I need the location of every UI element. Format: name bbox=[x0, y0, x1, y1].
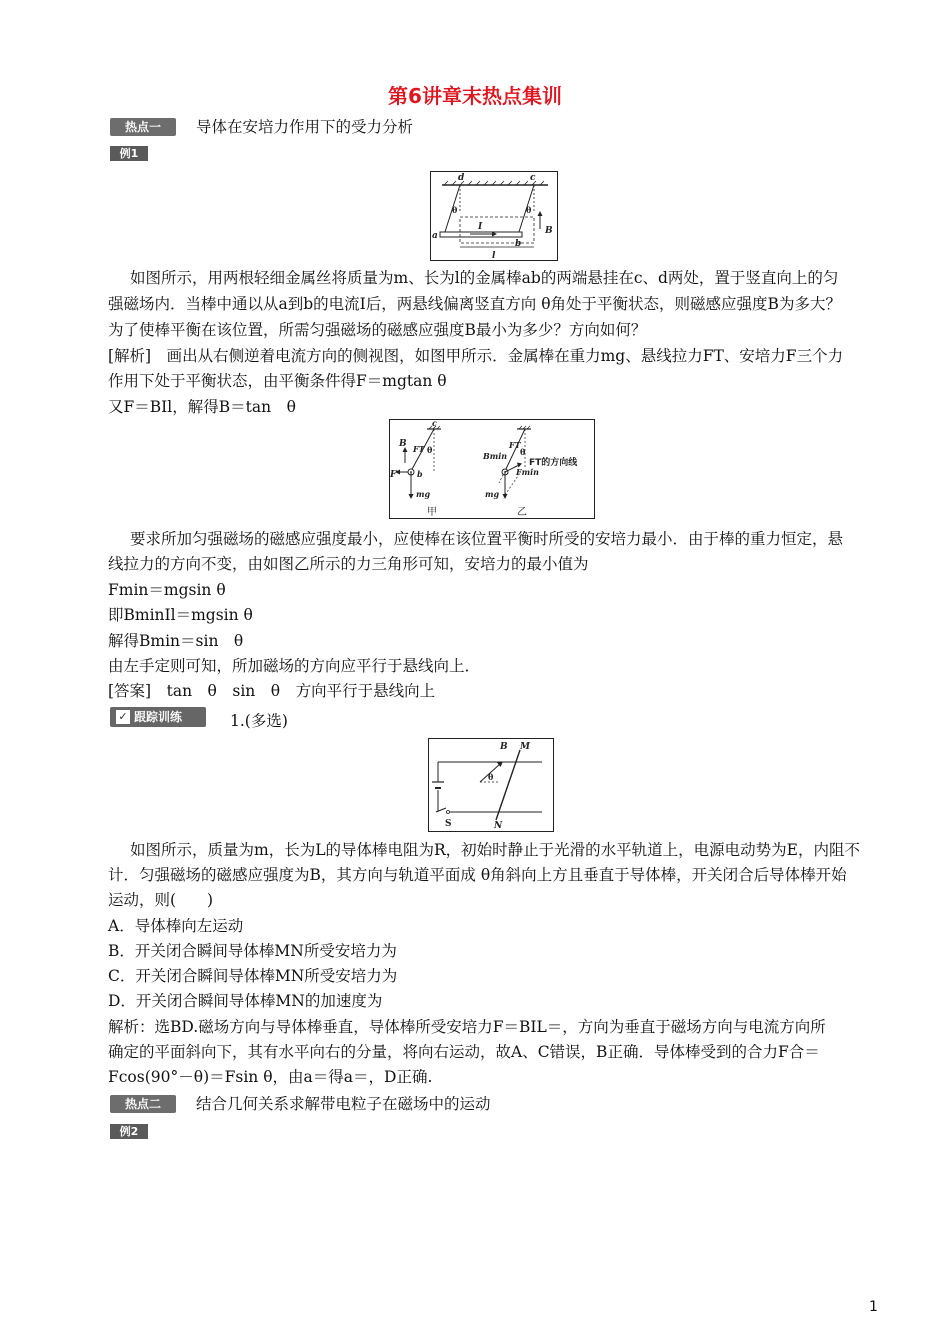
figure-3-drawing bbox=[428, 738, 554, 832]
paragraph-line: 为了使棒平衡在该位置，所需匀强磁场的磁感应强度B最小为多少？方向如何？ bbox=[108, 321, 647, 339]
label-mg: mg bbox=[416, 489, 431, 499]
label-b: b bbox=[417, 469, 423, 479]
label-theta-right: θ bbox=[526, 205, 532, 215]
label-theta: θ bbox=[488, 772, 494, 782]
label-ft-direction: FT的方向线 bbox=[529, 458, 578, 468]
option-a: A．导体棒向左运动 bbox=[108, 917, 244, 935]
section-heading: 结合几何关系求解带电粒子在磁场中的运动 bbox=[196, 1095, 491, 1113]
label-N: N bbox=[494, 821, 503, 831]
paragraph-line: 强磁场内．当棒中通以从a到b的电流I后，两悬线偏离竖直方向 θ角处于平衡状态，则磁感应强度B为多大？ bbox=[108, 295, 841, 313]
answer-line: [答案] tan θ sin θ 方向平行于悬线向上 bbox=[108, 682, 436, 700]
label-B: B bbox=[399, 439, 407, 449]
label-theta-left: θ bbox=[452, 205, 458, 215]
paragraph-line: 线拉力的方向不变，由如图乙所示的力三角形可知，安培力的最小值为 bbox=[108, 555, 589, 573]
label-M: M bbox=[520, 742, 530, 752]
solution-line: Fcos(90°－θ)＝Fsin θ，由a＝得a＝，D正确. bbox=[108, 1068, 433, 1086]
figure-3 bbox=[428, 738, 554, 836]
paragraph-line: 作用下处于平衡状态，由平衡条件得F＝mgtan θ bbox=[108, 372, 447, 390]
label-jia: 甲 bbox=[427, 507, 437, 518]
question-number: 1.(多选) bbox=[230, 712, 288, 730]
training-tag-label: 跟踪训练 bbox=[134, 710, 183, 724]
figure-2-drawing bbox=[389, 419, 595, 519]
option-b: B．开关闭合瞬间导体棒MN所受安培力为 bbox=[108, 942, 397, 960]
label-c: c bbox=[530, 173, 536, 183]
analysis-line: [解析] 画出从右侧逆着电流方向的侧视图，如图甲所示．金属棒在重力mg、悬线拉力FT、安培力F三个力 bbox=[108, 347, 844, 365]
label-current: I bbox=[478, 222, 483, 232]
label-d: d bbox=[458, 173, 465, 183]
solution-line: 确定的平面斜向下，其有水平向右的分量，将向右运动，故A、C错误，B正确．导体棒受到的合力F合＝ bbox=[108, 1043, 820, 1061]
label-field: B bbox=[545, 226, 553, 236]
label-Bmin: Bmin bbox=[483, 451, 508, 461]
label-F: F bbox=[390, 470, 397, 480]
label-b: b bbox=[515, 239, 522, 249]
label-FT: FT bbox=[413, 444, 425, 454]
label-theta-2: θ bbox=[520, 447, 526, 457]
paragraph-line: 由左手定则可知，所加磁场的方向应平行于悬线向上． bbox=[108, 657, 481, 675]
label-theta: θ bbox=[427, 445, 433, 455]
label-FT-2: FT bbox=[509, 440, 521, 450]
option-c: C．开关闭合瞬间导体棒MN所受安培力为 bbox=[108, 967, 398, 985]
page-title: 第6讲章末热点集训 bbox=[388, 84, 562, 108]
label-B: B bbox=[500, 742, 508, 752]
example-tag: 例1 bbox=[110, 146, 148, 161]
figure-1 bbox=[430, 171, 558, 265]
label-S: S bbox=[445, 819, 452, 829]
option-d: D．开关闭合瞬间导体棒MN的加速度为 bbox=[108, 992, 383, 1010]
label-mg-2: mg bbox=[485, 489, 500, 499]
check-icon: ✓ bbox=[116, 710, 130, 724]
label-a: a bbox=[432, 231, 438, 241]
paragraph-line: 运动，则( ) bbox=[108, 891, 214, 909]
figure-1-drawing bbox=[430, 171, 558, 261]
formula-line: Fmin＝mgsin θ bbox=[108, 581, 226, 599]
page-number: 1 bbox=[869, 1299, 878, 1315]
paragraph-line: 又F＝BIl，解得B＝tan θ bbox=[108, 398, 296, 416]
hot-point-tag: 热点二 bbox=[110, 1095, 176, 1113]
figure-2 bbox=[389, 419, 595, 523]
hot-point-tag: 热点一 bbox=[110, 118, 176, 136]
paragraph-line: 要求所加匀强磁场的磁感应强度最小，应使棒在该位置平衡时所受的安培力最小．由于棒的重力恒定，悬 bbox=[130, 530, 844, 548]
solution-line: 解析：选BD.磁场方向与导体棒垂直，导体棒所受安培力F＝BIL＝，方向为垂直于磁场方向与电流方向所 bbox=[108, 1018, 826, 1036]
paragraph-line: 如图所示，质量为m，长为L的导体棒电阻为R，初始时静止于光滑的水平轨道上，电源电动势为E，内阻不 bbox=[130, 841, 860, 859]
training-tag bbox=[110, 707, 206, 727]
label-yi: 乙 bbox=[517, 507, 527, 518]
label-length: l bbox=[492, 251, 496, 261]
formula-line: 解得Bmin＝sin θ bbox=[108, 632, 244, 650]
label-Fmin: Fmin bbox=[516, 467, 539, 477]
paragraph-line: 计．匀强磁场的磁感应强度为B，其方向与轨道平面成 θ角斜向上方且垂直于导体棒，开关闭合后导体棒开始 bbox=[108, 866, 847, 884]
section-heading: 导体在安培力作用下的受力分析 bbox=[196, 118, 414, 136]
formula-line: 即BminIl＝mgsin θ bbox=[108, 606, 253, 624]
example-tag: 例2 bbox=[110, 1124, 148, 1139]
label-c: c bbox=[432, 419, 437, 428]
paragraph-line: 如图所示，用两根轻细金属丝将质量为m、长为l的金属棒ab的两端悬挂在c、d两处，置于竖直向上的匀 bbox=[130, 269, 839, 287]
